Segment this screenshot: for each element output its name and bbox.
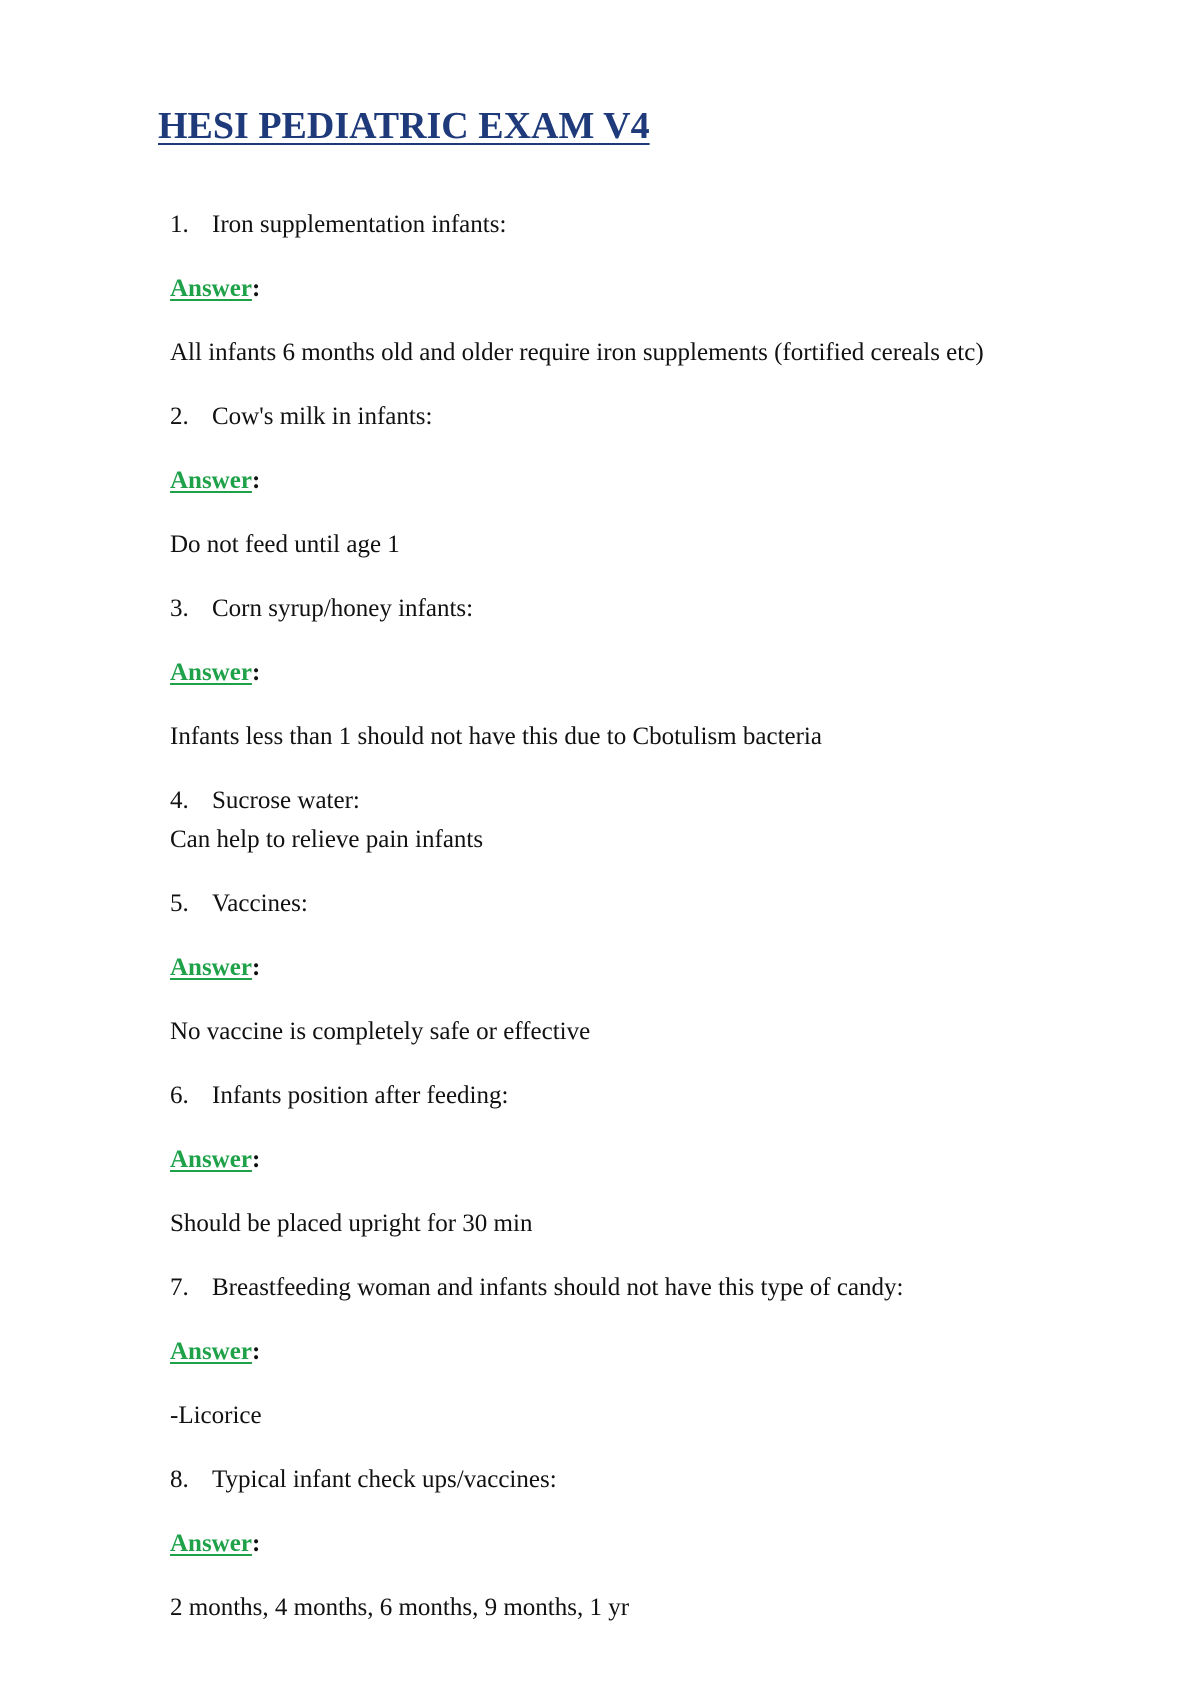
answer-label-8	[170, 1529, 260, 1559]
answer-colon: :	[251, 275, 261, 302]
question-number: 2.	[170, 403, 189, 430]
document-title: HESI PEDIATRIC EXAM V4	[158, 105, 650, 147]
answer-label-1	[170, 274, 260, 304]
answer-text-4: Can help to relieve pain infants	[170, 826, 484, 853]
answer-text-5: No vaccine is completely safe or effective	[170, 1018, 591, 1045]
answer-colon: :	[251, 467, 261, 494]
answer-text-1: All infants 6 months old and older require iron supplements (fortified cereals etc)	[170, 339, 984, 366]
answer-label-3	[170, 658, 260, 688]
answer-label-7	[170, 1337, 260, 1367]
question-text: Vaccines:	[212, 890, 308, 917]
question-text: Corn syrup/honey infants:	[212, 595, 474, 622]
answer-word: Answer	[170, 467, 252, 494]
answer-label-2	[170, 466, 260, 496]
question-1	[170, 210, 506, 240]
question-3	[170, 594, 473, 624]
answer-word: Answer	[170, 659, 252, 686]
answer-text-6: Should be placed upright for 30 min	[170, 1210, 533, 1237]
answer-word: Answer	[170, 1530, 252, 1557]
answer-colon: :	[251, 954, 261, 981]
answer-text-3: Infants less than 1 should not have this due to Cbotulism bacteria	[170, 723, 822, 750]
answer-label-5	[170, 953, 260, 983]
question-number: 8.	[170, 1466, 189, 1493]
question-8	[170, 1465, 557, 1495]
question-text: Sucrose water:	[212, 787, 360, 814]
question-text: Infants position after feeding:	[212, 1082, 509, 1109]
question-6	[170, 1081, 508, 1111]
answer-label-6	[170, 1145, 260, 1175]
question-5	[170, 889, 308, 919]
answer-word: Answer	[170, 1338, 252, 1365]
answer-colon: :	[251, 1146, 261, 1173]
question-text: Typical infant check ups/vaccines:	[212, 1466, 557, 1493]
question-number: 4.	[170, 787, 189, 814]
question-text: Iron supplementation infants:	[212, 211, 507, 238]
question-number: 5.	[170, 890, 189, 917]
question-number: 7.	[170, 1274, 189, 1301]
question-text: Breastfeeding woman and infants should not have this type of candy:	[212, 1274, 904, 1301]
answer-word: Answer	[170, 275, 252, 302]
answer-word: Answer	[170, 954, 252, 981]
answer-colon: :	[251, 1338, 261, 1365]
question-text: Cow's milk in infants:	[212, 403, 433, 430]
answer-colon: :	[251, 1530, 261, 1557]
question-number: 1.	[170, 211, 189, 238]
answer-word: Answer	[170, 1146, 252, 1173]
answer-colon: :	[251, 659, 261, 686]
answer-text-2: Do not feed until age 1	[170, 531, 400, 558]
question-number: 3.	[170, 595, 189, 622]
question-4	[170, 786, 360, 816]
question-number: 6.	[170, 1082, 189, 1109]
answer-text-7: -Licorice	[170, 1402, 262, 1429]
answer-text-8: 2 months, 4 months, 6 months, 9 months, 1 yr	[170, 1594, 630, 1621]
question-2	[170, 402, 432, 432]
question-7	[170, 1273, 904, 1303]
